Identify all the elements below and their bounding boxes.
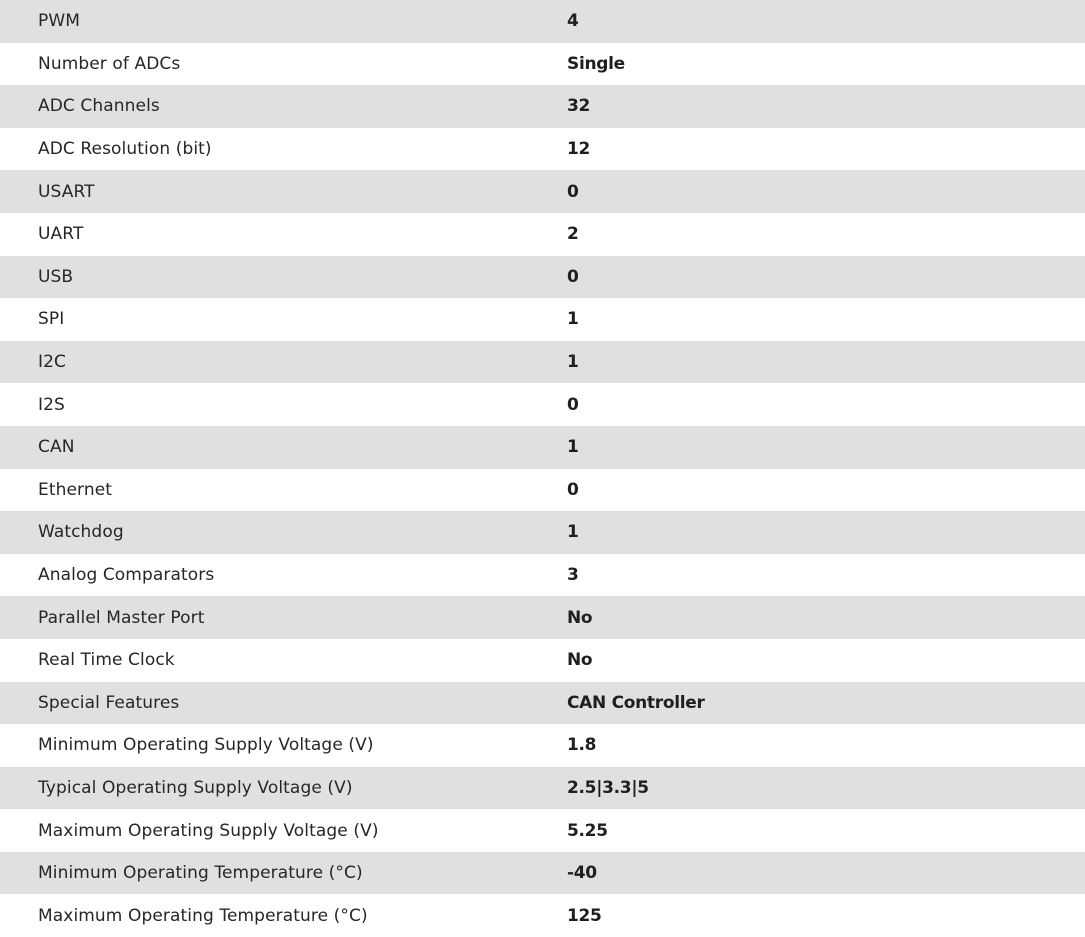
table-row: [0, 809, 1085, 852]
spec-label: Typical Operating Supply Voltage (V): [38, 777, 353, 798]
spec-value: Single: [567, 53, 625, 74]
spec-label: I2S: [38, 394, 65, 415]
spec-label: CAN: [38, 437, 75, 458]
table-row: [0, 894, 1085, 937]
spec-value: 2: [567, 224, 579, 245]
spec-value: 125: [567, 905, 602, 926]
spec-label: Maximum Operating Temperature (°C): [38, 905, 368, 926]
spec-label: USB: [38, 266, 74, 287]
spec-value: 3: [567, 565, 579, 586]
spec-label: SPI: [38, 309, 65, 330]
table-row: [0, 128, 1085, 171]
table-row: [0, 469, 1085, 512]
spec-value: 0: [567, 181, 579, 202]
table-row: [0, 511, 1085, 554]
spec-label: Maximum Operating Supply Voltage (V): [38, 820, 379, 841]
spec-value: 1: [567, 309, 579, 330]
spec-label: Number of ADCs: [38, 53, 181, 74]
table-row: [0, 256, 1085, 299]
table-row: [0, 298, 1085, 341]
spec-label: USART: [38, 181, 95, 202]
spec-label: Real Time Clock: [38, 650, 175, 671]
table-row: [0, 554, 1085, 597]
table-row: [0, 596, 1085, 639]
spec-value: -40: [567, 863, 597, 884]
table-row: [0, 767, 1085, 810]
spec-label: UART: [38, 224, 84, 245]
spec-label: Watchdog: [38, 522, 124, 543]
table-row: [0, 639, 1085, 682]
spec-label: Ethernet: [38, 479, 113, 500]
table-row: [0, 43, 1085, 86]
spec-label: PWM: [38, 11, 81, 32]
table-row: [0, 852, 1085, 895]
spec-value: 1: [567, 352, 579, 373]
spec-value: CAN Controller: [567, 692, 705, 713]
table-row: [0, 341, 1085, 384]
spec-label: ADC Channels: [38, 96, 160, 117]
spec-label: ADC Resolution (bit): [38, 139, 212, 160]
spec-label: Parallel Master Port: [38, 607, 205, 628]
spec-label: Minimum Operating Supply Voltage (V): [38, 735, 374, 756]
table-row: [0, 0, 1085, 43]
spec-label: Minimum Operating Temperature (°C): [38, 863, 363, 884]
table-row: [0, 85, 1085, 128]
spec-label: I2C: [38, 352, 66, 373]
spec-value: 1: [567, 522, 579, 543]
table-row: [0, 170, 1085, 213]
spec-value: 0: [567, 479, 579, 500]
spec-value: 5.25: [567, 820, 608, 841]
spec-value: 32: [567, 96, 591, 117]
spec-value: 2.5|3.3|5: [567, 777, 649, 798]
spec-value: 12: [567, 139, 591, 160]
table-row: [0, 682, 1085, 725]
spec-label: Analog Comparators: [38, 565, 215, 586]
spec-value: No: [567, 607, 593, 628]
spec-value: 0: [567, 394, 579, 415]
table-row: [0, 383, 1085, 426]
spec-label: Special Features: [38, 692, 180, 713]
table-row: [0, 213, 1085, 256]
table-row: [0, 724, 1085, 767]
table-row: [0, 426, 1085, 469]
spec-value: No: [567, 650, 593, 671]
spec-value: 1.8: [567, 735, 597, 756]
spec-value: 4: [567, 11, 579, 32]
spec-value: 0: [567, 266, 579, 287]
spec-value: 1: [567, 437, 579, 458]
